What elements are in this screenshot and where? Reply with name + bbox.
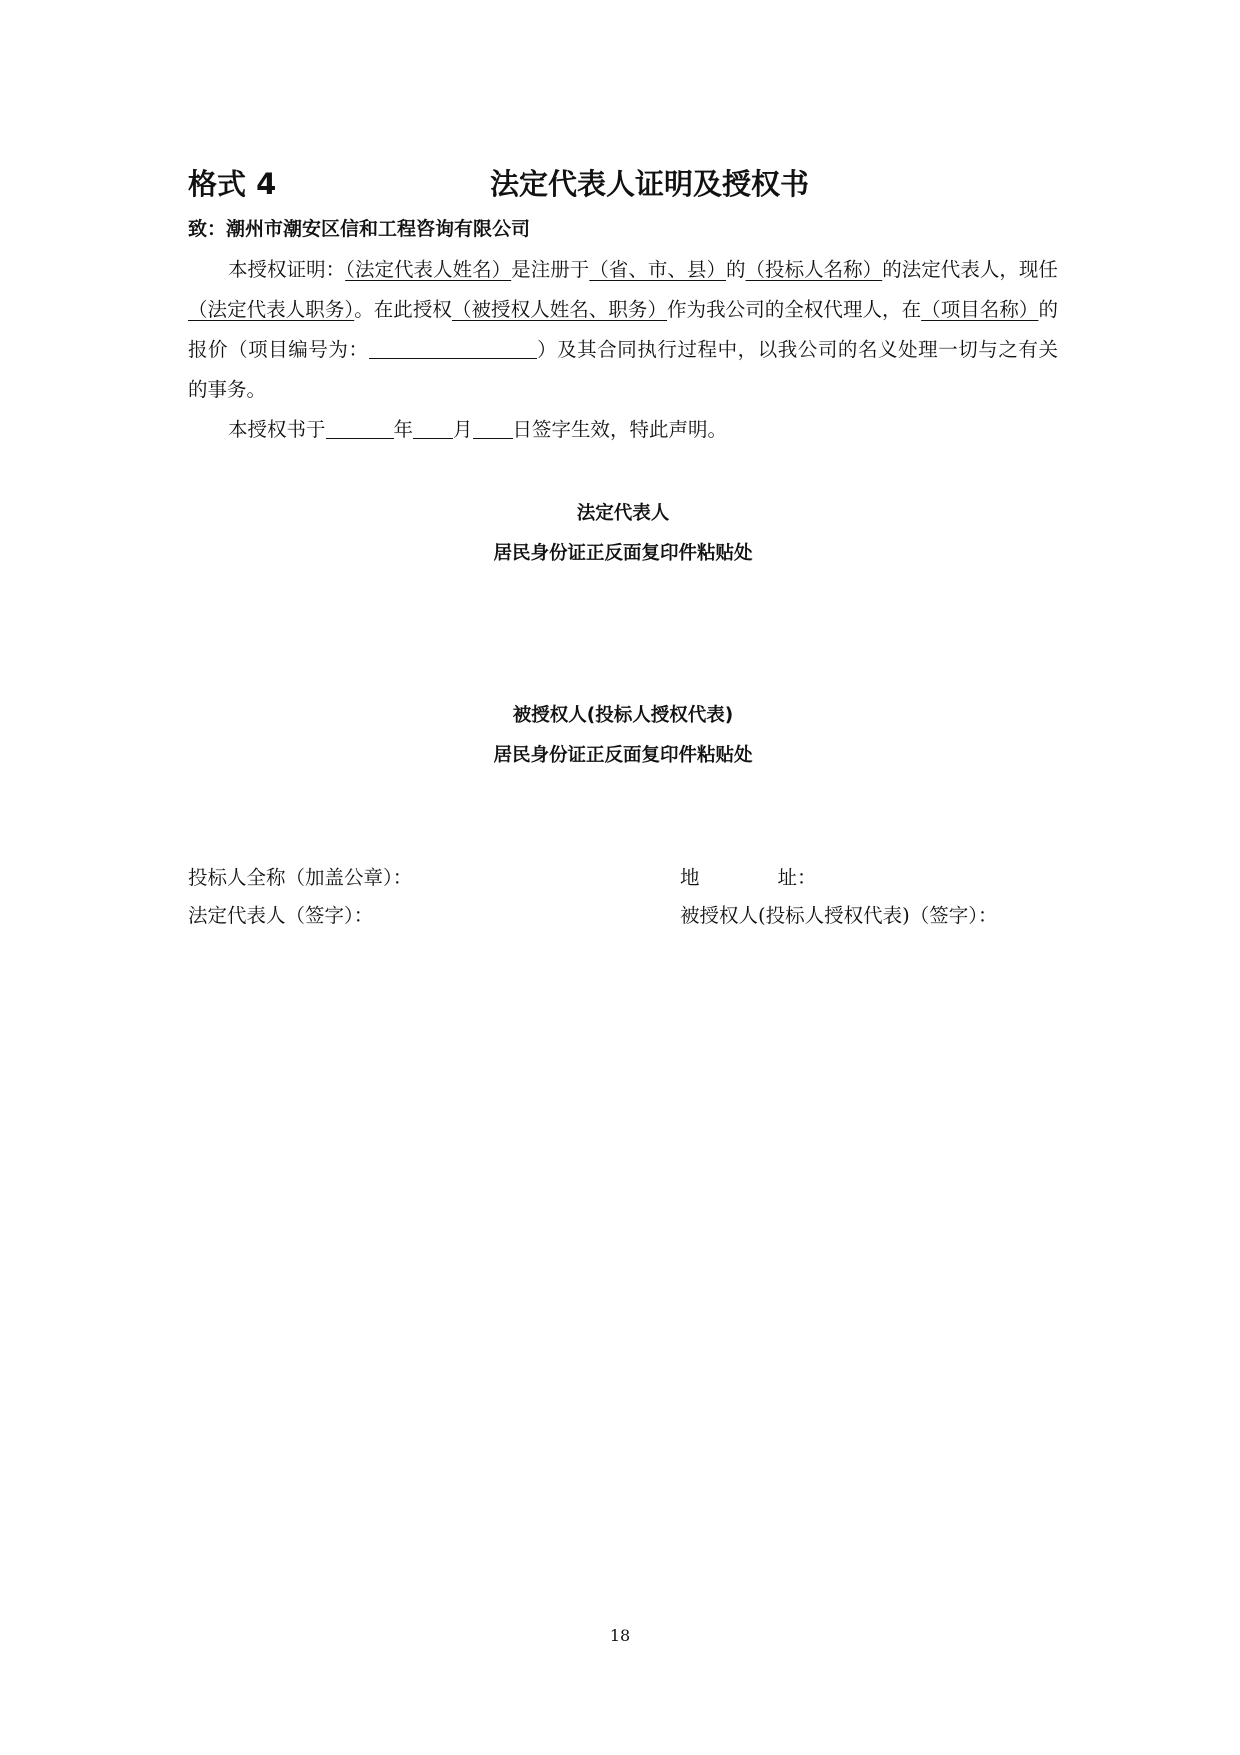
- year-blank: [326, 414, 394, 439]
- legal-rep-name-field: （法定代表人姓名）: [345, 258, 512, 281]
- registration-place-field: （省、市、县）: [589, 258, 726, 281]
- text-segment: 是注册于: [511, 258, 590, 281]
- legal-rep-id-instruction: 居民身份证正反面复印件粘贴处: [493, 543, 753, 564]
- agent-id-instruction: 居民身份证正反面复印件粘贴处: [493, 745, 753, 766]
- month-label: 月: [453, 418, 473, 441]
- format-label: 格式 4: [188, 167, 277, 201]
- text-segment: 本授权书于: [228, 418, 326, 441]
- legal-rep-position-field: （法定代表人职务）: [188, 298, 355, 321]
- text-segment: 的报价（项目编号为：: [188, 298, 1058, 361]
- agent-id-title: 被授权人(投标人授权代表): [512, 705, 734, 726]
- form-heading: [188, 162, 1068, 212]
- address-label-part1: 地: [680, 866, 700, 889]
- text-segment: ）及其合同执行过程中，以我公司的名义处理一切与之有关的事务。: [188, 338, 1058, 401]
- text-segment: 日签字生效，特此声明。: [512, 418, 728, 441]
- text-segment: 本授权证明：: [228, 258, 346, 281]
- project-number-blank: [369, 334, 537, 359]
- year-label: 年: [393, 418, 414, 441]
- text-segment: 的法定代表人，现任: [882, 258, 1058, 281]
- text-segment: 的: [725, 258, 746, 281]
- text-segment: 作为我公司的全权代理人，在: [667, 298, 922, 321]
- address-label-part2: 址：: [777, 866, 817, 889]
- addressee: 致：潮州市潮安区信和工程咨询有限公司: [188, 218, 531, 240]
- legal-rep-id-paste-area: [188, 494, 1058, 574]
- month-blank: [413, 414, 453, 439]
- text-segment: 。在此授权: [354, 298, 452, 321]
- document-title: 法定代表人证明及授权书: [490, 167, 810, 201]
- agent-signature-label: 被授权人(投标人授权代表)（签字）：: [680, 904, 998, 927]
- bidder-full-name-label: 投标人全称（加盖公章）：: [188, 866, 413, 889]
- effective-date-paragraph: [228, 410, 1098, 450]
- legal-rep-id-title: 法定代表人: [576, 503, 670, 524]
- address-label: [680, 862, 817, 890]
- legal-rep-signature-label: 法定代表人（签字）：: [188, 904, 374, 927]
- project-name-field: （项目名称）: [921, 298, 1039, 321]
- day-blank: [473, 414, 513, 439]
- page-number: 18: [609, 1626, 631, 1645]
- agent-name-position-field: （被授权人姓名、职务）: [451, 298, 667, 321]
- agent-id-paste-area: [188, 696, 1058, 776]
- bidder-name-field: （投标人名称）: [745, 258, 883, 281]
- authorization-paragraph: [188, 250, 1058, 410]
